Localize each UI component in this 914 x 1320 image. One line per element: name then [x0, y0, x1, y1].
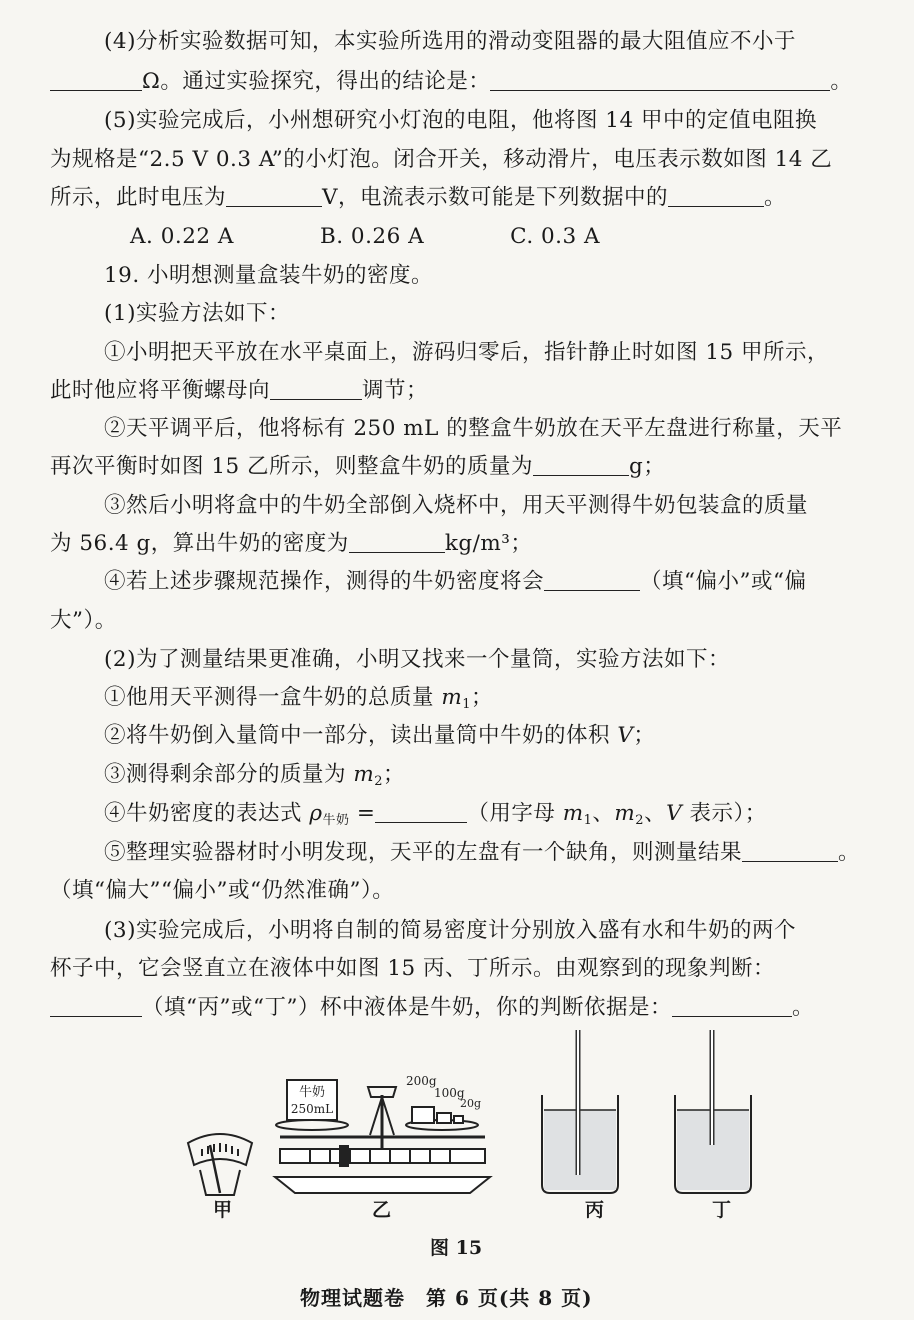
answer-blank[interactable] [50, 68, 142, 91]
panel-label-bing: 丙 [585, 1199, 605, 1221]
q19-1-heading: (1)实验方法如下： [104, 301, 290, 326]
figure-15-drawing [180, 1025, 760, 1225]
answer-blank[interactable] [533, 453, 629, 476]
panel-label-yi: 乙 [372, 1199, 392, 1221]
answer-blank[interactable] [742, 839, 838, 862]
q19-3-line1: (3)实验完成后，小明将自制的简易密度计分别放入盛有水和牛奶的两个 [104, 918, 796, 943]
answer-blank[interactable] [226, 184, 322, 207]
q19-1-step4-cont: 大”）。 [50, 608, 117, 633]
answer-blank[interactable] [270, 377, 362, 400]
q19-1-step3-cont: 为 56.4 g，算出牛奶的密度为 kg/m³； [50, 531, 533, 556]
panel-label-ding: 丁 [712, 1199, 732, 1221]
q4-line-1: (4)分析实验数据可知，本实验所选用的滑动变阻器的最大阻值应不小于 [104, 29, 796, 54]
answer-blank[interactable] [668, 184, 764, 207]
weight-label-20g: 20g [460, 1097, 482, 1110]
q19-1-step3: ③然后小明将盒中的牛奶全部倒入烧杯中，用天平测得牛奶包装盒的质量 [104, 493, 809, 518]
balance [275, 1074, 490, 1193]
q19-1-step2-cont: 再次平衡时如图 15 乙所示，则整盒牛奶的质量为 g； [50, 454, 666, 479]
q19-3-line3: （填“丙”或“丁”）杯中液体是牛奶，你的判断依据是： 。 [50, 993, 890, 1023]
q19-2-heading: (2)为了测量结果更准确，小明又找来一个量筒，实验方法如下： [104, 647, 730, 672]
option-a: A. 0.22 A [130, 224, 234, 249]
answer-blank[interactable] [490, 68, 830, 91]
scale-pointer-dial [188, 1134, 252, 1195]
q5-options [130, 222, 914, 252]
page-footer: 物理试题卷 第 6 页(共 8 页) [300, 1286, 593, 1310]
milk-box-label-2: 250mL [290, 1102, 334, 1116]
answer-blank[interactable] [375, 800, 467, 823]
figure-15 [180, 1025, 760, 1225]
q19-1-step1: ①小明把天平放在水平桌面上，游码归零后，指针静止时如图 15 甲所示， [104, 340, 830, 365]
answer-blank[interactable] [50, 994, 142, 1017]
q19-2-step2: ②将牛奶倒入量筒中一部分，读出量筒中牛奶的体积 V； [104, 723, 656, 748]
beaker-ding [675, 1030, 751, 1193]
option-b: B. 0.26 A [319, 224, 425, 249]
q19-2-step4: ④牛奶密度的表达式 $\rho_{牛奶}$ = （用字母 $m_1$、$m_2$、V 表示）； [104, 801, 767, 828]
q19-1-step1-cont: 此时他应将平衡螺母向 调节； [50, 378, 429, 403]
figure-caption: 图 15 [430, 1237, 483, 1259]
q19-2-step3: ③测得剩余部分的质量为 $m_2$； [104, 762, 406, 789]
weight-label-100g: 100g [434, 1086, 465, 1100]
answer-blank[interactable] [544, 568, 640, 591]
panel-label-jia: 甲 [213, 1199, 233, 1221]
q19-3-line2: 杯子中，它会竖直立在液体中如图 15 丙、丁所示。由观察到的现象判断： [50, 956, 776, 981]
answer-blank[interactable] [672, 994, 792, 1017]
q19-1-step2: ②天平调平后，他将标有 250 mL 的整盒牛奶放在天平左盘进行称量，天平 [104, 416, 843, 441]
weight-label-200g: 200g [406, 1074, 437, 1088]
q4-line-2: Ω。通过实验探究，得出的结论是： 。 [50, 67, 890, 97]
q5-line-1: (5)实验完成后，小州想研究小灯泡的电阻，他将图 14 甲中的定值电阻换 [104, 108, 817, 133]
q19-title: 19. 小明想测量盒装牛奶的密度。 [104, 263, 434, 288]
q19-2-step5: ⑤整理实验器材时小明发现，天平的左盘有一个缺角，则测量结果 。 [104, 840, 861, 865]
q19-2-step1: ①他用天平测得一盒牛奶的总质量 $m_1$； [104, 685, 494, 712]
option-c: C. 0.3 A [510, 224, 601, 249]
q19-1-step4: ④若上述步骤规范操作，测得的牛奶密度将会 （填“偏小”或“偏 [104, 569, 807, 594]
q19-2-step5-cont: （填“偏大”“偏小”或“仍然准确”）。 [50, 878, 395, 903]
q5-line-2: 为规格是“2.5 V 0.3 A”的小灯泡。闭合开关，移动滑片，电压表示数如图 14 乙 [50, 147, 833, 172]
q5-line-3: 所示，此时电压为 V，电流表示数可能是下列数据中的 。 [50, 185, 787, 210]
beaker-bing [542, 1030, 618, 1193]
answer-blank[interactable] [349, 530, 445, 553]
milk-box-label-1: 牛奶 [298, 1085, 326, 1100]
